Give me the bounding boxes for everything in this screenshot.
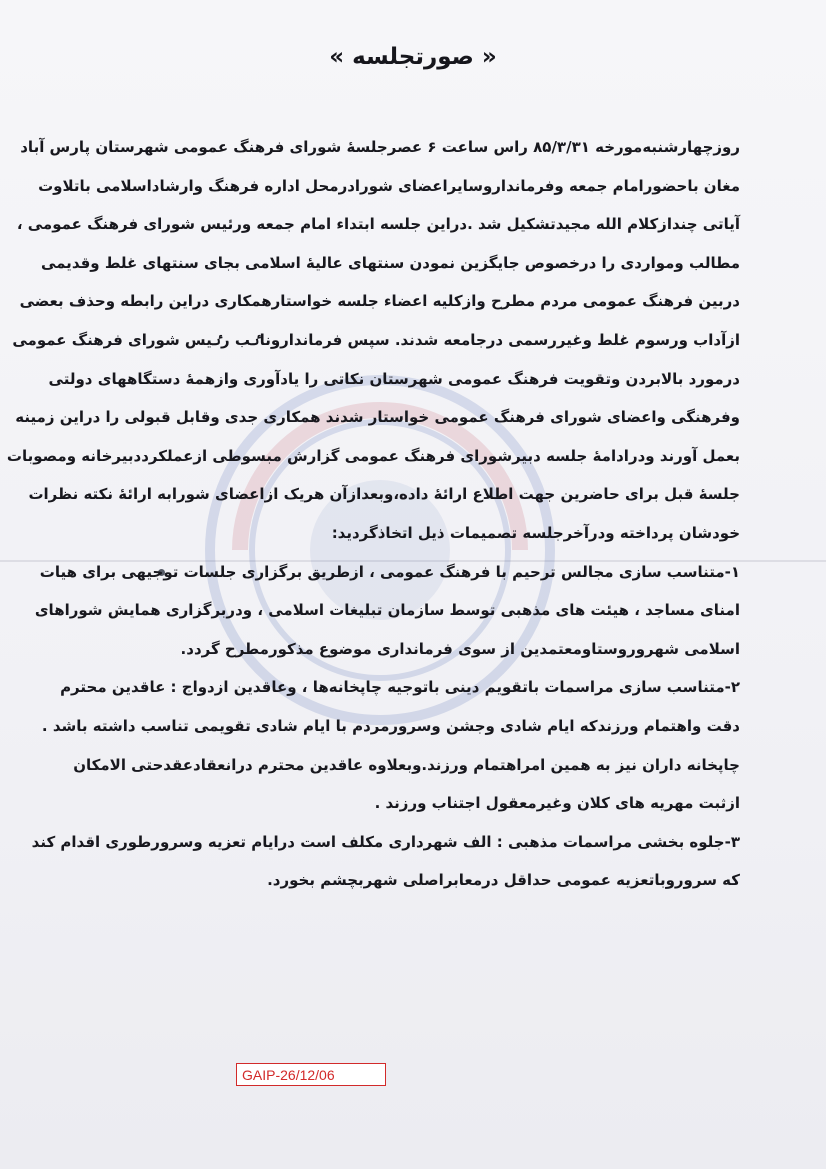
resolution-1-line: ۱-متناسب سازی مجالس ترحیم با فرهنگ عمومی ، ازطریق برگزاری جلسات توجیهی برای هیات <box>39 562 740 581</box>
body-line: خودشان پرداخته ودرآخرجلسه تصمیمات ذیل اتخاذگردید: <box>331 523 740 542</box>
body-line: وفرهنگی واعضای شورای فرهنگ عمومی خواستار شدند همکاری جدی وقابل قبولی را دراین زمینه <box>15 408 740 427</box>
body-line: روزچهارشنبه‌مورخه ۸۵/۳/۳۱ راس ساعت ۶ عصرجلسهٔ شورای فرهنگ عمومی شهرستان پارس آباد <box>20 138 740 156</box>
body-line: آیاتی چندازکلام الله مجیدتشکیل شد .دراین جلسه ابتداء امام جمعه ورئیس شورای فرهنگ عمومی ، <box>16 215 740 234</box>
document-body <box>6 128 740 900</box>
body-line: چاپخانه داران نیز به همین امراهتمام ورزند.وبعلاوه عاقدین محترم درانعقادعقدحتی الامکان <box>73 755 740 774</box>
resolution-2-line: ۲-متناسب سازی مراسمات باتقویم دینی باتوجیه چاپخانه‌ها ، وعاقدین ازدواج : عاقدین محترم <box>60 678 740 697</box>
resolution-3-line: ۳-جلوه بخشی مراسمات مذهبی : الف شهرداری مکلف است درایام تعزیه وسرورطوری اقدام کند <box>31 832 740 851</box>
body-line: دقت واهتمام ورزندکه ایام شادی وجشن وسرورمردم با ایام شادی تقویمی تناسب داشته باشد . <box>41 716 740 735</box>
body-line: جلسهٔ قبل برای حاضرین جهت اطلاع ارائهٔ داده،وبعدازآن هریک ازاعضای شورابه ارائهٔ نکته نظرات <box>28 485 740 504</box>
body-line: درمورد بالابردن وتقویت فرهنگ عمومی شهرستان نکاتی را یادآوری وازهمهٔ دستگاههای دولتی <box>48 369 740 388</box>
body-line: ازثبت مهریه های کلان وغیرمعقول اجتناب ورزند . <box>374 794 740 813</box>
body-line: بعمل آورند ودرادامهٔ جلسه دبیرشورای فرهنگ عمومی گزارش مبسوطی ازعملکرددبیرخانه ومصوبات <box>6 446 740 465</box>
body-line: دربین فرهنگ عمومی مردم مطرح وازکلیه اعضاء جلسه خواستارهمکاری دراین رابطه وحذف بعضی <box>19 292 740 311</box>
body-line: که سروروباتعزیه عمومی حداقل درمعابراصلی شهربچشم بخورد. <box>267 871 740 890</box>
document-title: « صورتجلسه » <box>329 44 497 70</box>
body-line: امنای مساجد ، هیئت های مذهبی توسط سازمان تبلیغات اسلامی ، ودربرگزاری همایش شوراهای <box>34 601 740 620</box>
body-line: مغان باحضورامام جمعه وفرمانداروسایراعضای شورادرمحل اداره فرهنگ وارشاداسلامی باتلاوت <box>38 176 740 195</box>
body-line: اسلامی شهروروستاومعتمدین از سوی فرمانداری موضوع مذکورمطرح گردد. <box>180 639 740 658</box>
body-line: ازآداب ورسوم غلط وغیررسمی درجامعه شدند. سپس فرمانداروناٸب رٸیس شورای فرهنگ عمومی <box>12 330 740 349</box>
body-line: مطالب ومواردی را درخصوص جایگزین نمودن سنتهای عالیهٔ اسلامی بجای سنتهای غلط وقدیمی <box>40 253 740 272</box>
reference-stamp: GAIP-26/12/06 <box>236 1063 386 1086</box>
